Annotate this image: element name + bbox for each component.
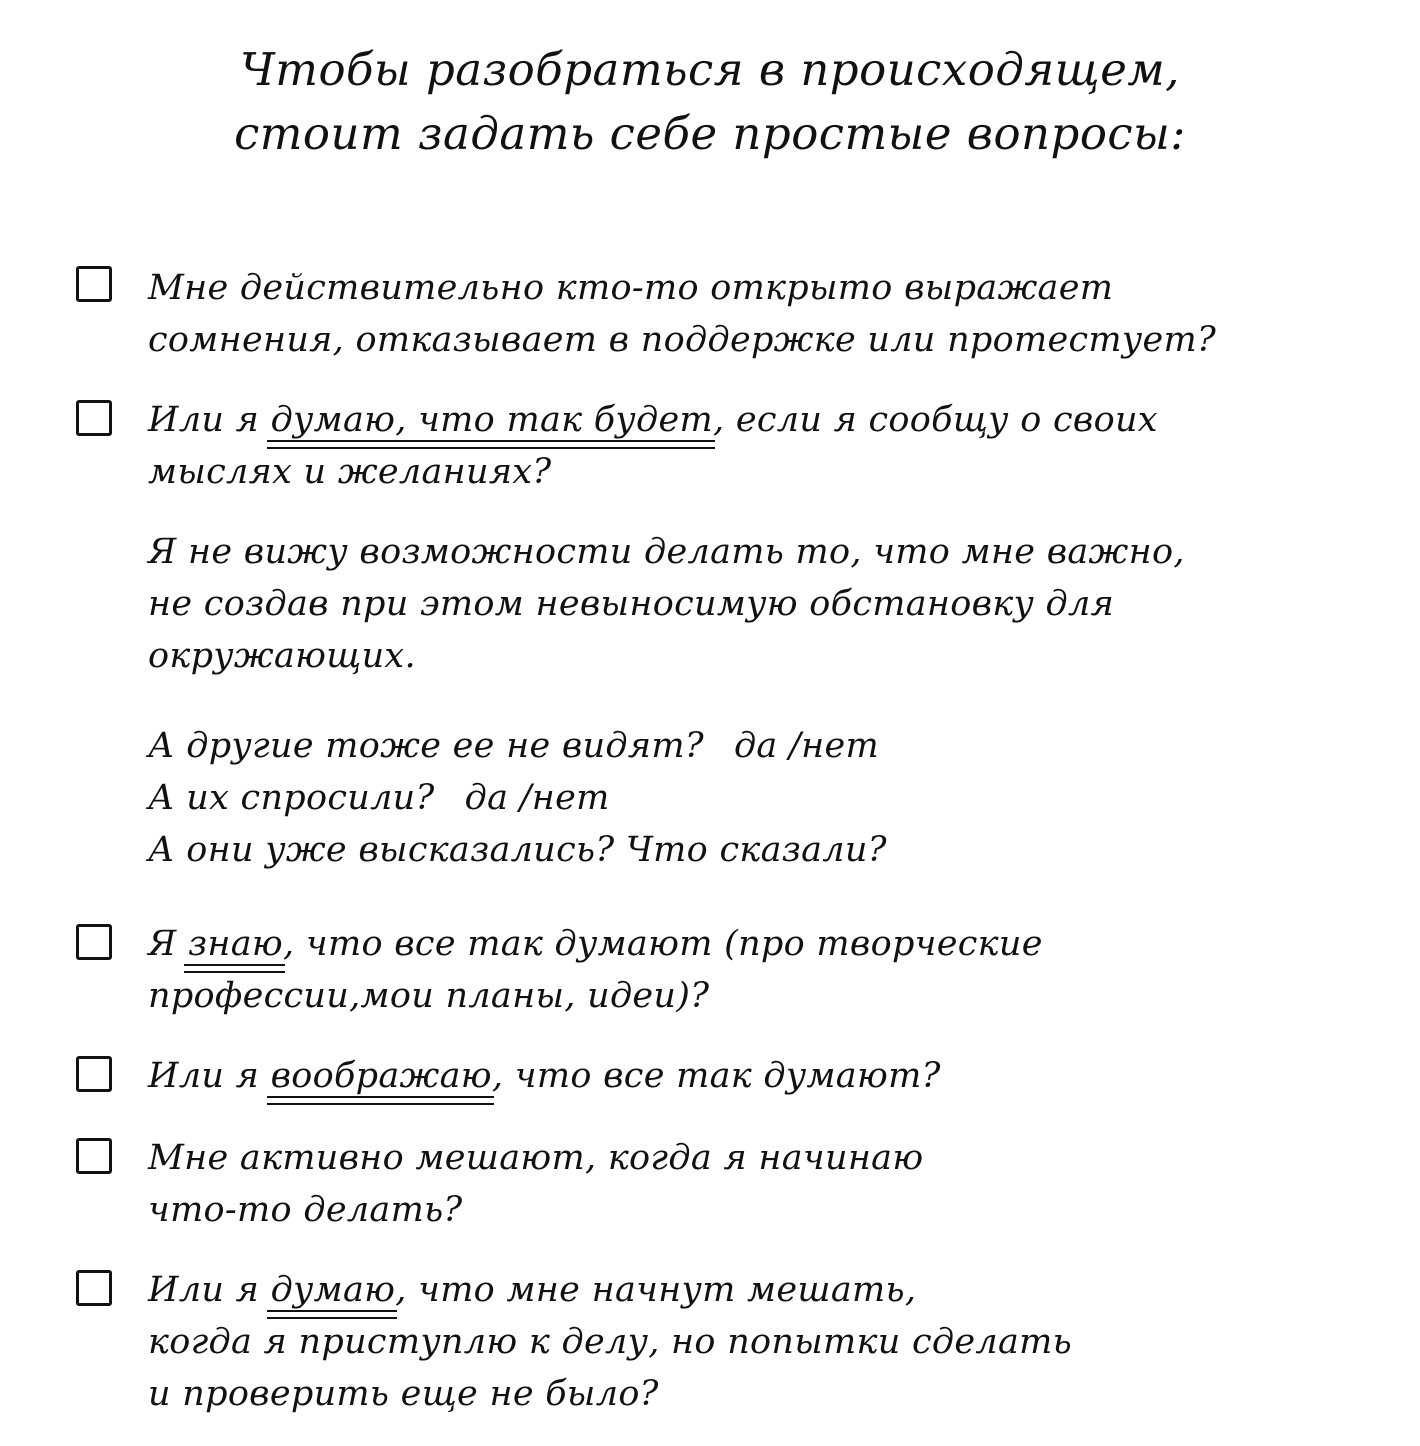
item-line: сомнения, отказывает в поддержке или протестует?	[148, 320, 1217, 360]
question-line-2	[148, 772, 1388, 824]
item-text-part: , что все так думают?	[491, 1056, 941, 1096]
item-text	[148, 394, 1388, 498]
question-line-1	[148, 720, 1388, 772]
underlined-phrase: думаю	[271, 1264, 396, 1316]
item-line: и проверить еще не было?	[148, 1374, 659, 1414]
item-line: Мне активно мешают, когда я начинаю	[148, 1138, 924, 1178]
item-line: что-то делать?	[148, 1190, 463, 1230]
item-text	[148, 1050, 1388, 1102]
item-text	[148, 918, 1388, 1022]
underlined-phrase: думаю, что так будет	[271, 394, 713, 446]
item-line	[148, 1050, 1388, 1102]
checkbox[interactable]	[76, 266, 112, 302]
checkbox[interactable]	[76, 1056, 112, 1092]
item-line	[148, 1264, 1388, 1316]
question-line-3: А они уже высказались? Что сказали?	[148, 830, 887, 870]
title-line-2: стоит задать себе простые вопросы:	[234, 107, 1186, 160]
item-line: когда я приступлю к делу, но попытки сделать	[148, 1322, 1073, 1362]
item-text	[148, 1132, 1388, 1236]
question-text: А их спросили?	[148, 778, 435, 818]
item-text-part: , что все так думают (про творческие	[283, 924, 1043, 964]
item-line: мыслях и желаниях?	[148, 452, 552, 492]
item-line: профессии,мои планы, идеи)?	[148, 976, 710, 1016]
item-text-part: Я	[148, 924, 188, 964]
checkbox[interactable]	[76, 924, 112, 960]
checkbox[interactable]	[76, 1138, 112, 1174]
item-text-part: Или я	[148, 1056, 271, 1096]
yes-no-answer[interactable]: да /нет	[733, 726, 879, 766]
item-text-part: Или я	[148, 1270, 271, 1310]
question-text: А другие тоже ее не видят?	[148, 726, 704, 766]
item-text	[148, 262, 1388, 366]
item-text-part: Или я	[148, 400, 271, 440]
underlined-phrase: знаю	[188, 918, 283, 970]
statement-line: Я не вижу возможности делать то, что мне важно,	[148, 532, 1185, 572]
underlined-phrase: воображаю	[271, 1050, 492, 1102]
item-line	[148, 394, 1388, 446]
page-title	[0, 38, 1420, 166]
statement-line: окружающих.	[148, 636, 416, 676]
checkbox[interactable]	[76, 1270, 112, 1306]
statement-paragraph	[148, 526, 1388, 682]
yes-no-answer[interactable]: да /нет	[464, 778, 610, 818]
item-line	[148, 918, 1388, 970]
statement-line: не создав при этом невыносимую обстановку для	[148, 584, 1115, 624]
item-text	[148, 1264, 1388, 1420]
follow-up-questions	[148, 720, 1388, 876]
item-text-part: , что мне начнут мешать,	[395, 1270, 917, 1310]
checkbox[interactable]	[76, 400, 112, 436]
item-line: Мне действительно кто-то открыто выражает	[148, 268, 1114, 308]
item-text-part: , если я сообщу о своих	[713, 400, 1158, 440]
title-line-1: Чтобы разобраться в происходящем,	[240, 43, 1180, 96]
